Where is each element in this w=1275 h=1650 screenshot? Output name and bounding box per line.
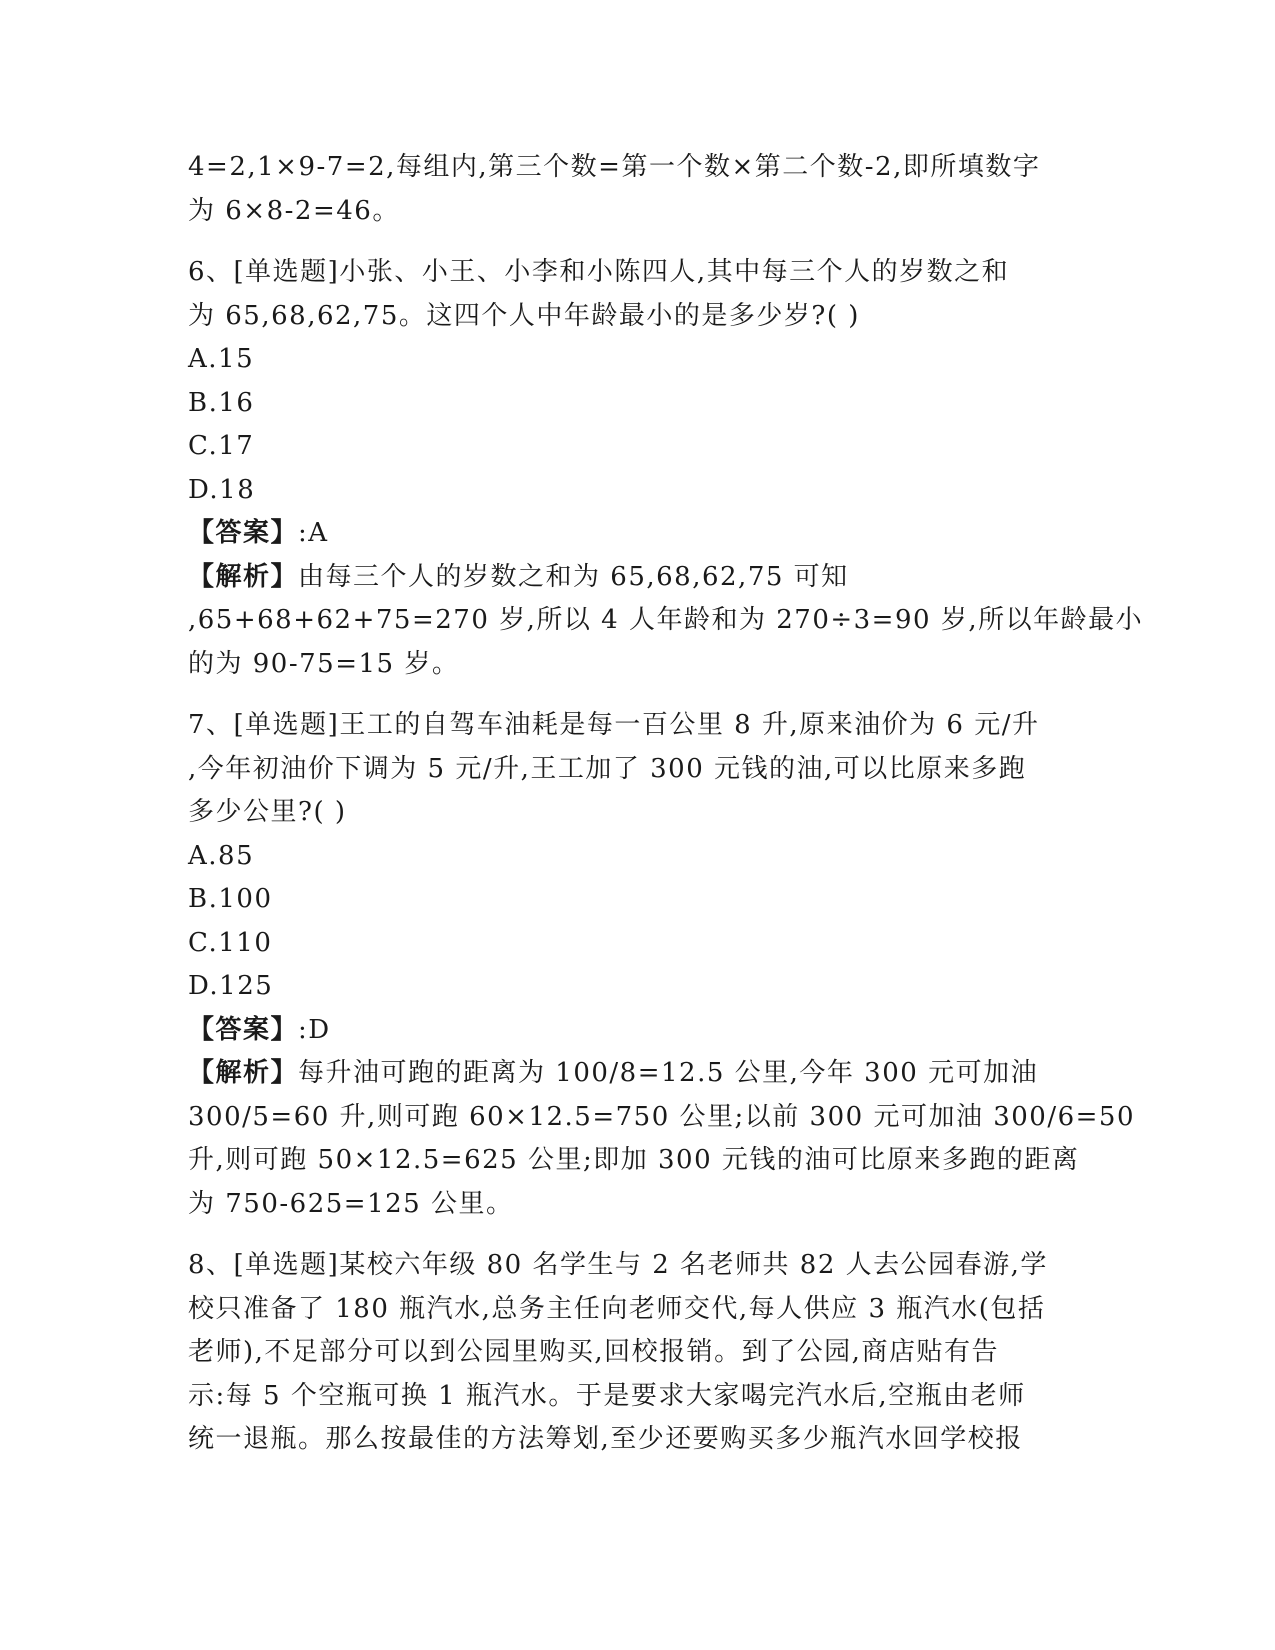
question-text: ,今年初油价下调为 5 元/升,王工加了 300 元钱的油,可以比原来多跑 [188, 753, 1027, 784]
analysis-text: 300/5=60 升,则可跑 60×12.5=750 公里;以前 300 元可加油 300/6=50 [188, 1101, 1136, 1132]
option-a: A.15 [188, 344, 255, 374]
question-text: 示:每 5 个空瓶可换 1 瓶汽水。于是要求大家喝完汽水后,空瓶由老师 [188, 1380, 1026, 1411]
question-text: 6、[单选题]小张、小王、小李和小陈四人,其中每三个人的岁数之和 [188, 257, 1010, 287]
solution-line: 为 6×8-2=46。 [188, 195, 400, 226]
previous-solution [188, 146, 1088, 233]
answer-value: :A [298, 518, 329, 548]
question-text: 统一退瓶。那么按最佳的方法筹划,至少还要购买多少瓶汽水回学校报 [188, 1424, 1023, 1454]
analysis-tag: 【解析】 [188, 1058, 299, 1088]
option-d: D.125 [188, 971, 274, 1001]
option-a: A.85 [188, 840, 255, 871]
analysis-text: 每升油可跑的距离为 100/8=12.5 公里,今年 300 元可加油 [298, 1058, 1039, 1088]
question-text: 7、[单选题]王工的自驾车油耗是每一百公里 8 升,原来油价为 6 元/升 [188, 710, 1040, 740]
option-d: D.18 [188, 474, 256, 505]
option-c: C.17 [188, 431, 255, 461]
solution-line: 4=2,1×9-7=2,每组内,第三个数=第一个数×第二个数-2,即所填数字 [188, 152, 1041, 182]
option-b: B.16 [188, 387, 255, 418]
question-text: 多少公里?( ) [188, 797, 347, 827]
question-text: 8、[单选题]某校六年级 80 名学生与 2 名老师共 82 人去公园春游,学 [188, 1250, 1048, 1280]
question-6 [188, 251, 1144, 686]
analysis-line [188, 556, 1088, 600]
answer-line [188, 1009, 1088, 1053]
question-8 [188, 1244, 1088, 1462]
question-7 [188, 704, 1136, 1226]
answer-tag: 【答案】 [188, 1014, 299, 1045]
analysis-text: 为 750-625=125 公里。 [188, 1188, 514, 1219]
option-b: B.100 [188, 884, 273, 914]
answer-tag: 【答案】 [188, 518, 299, 548]
document-page [188, 146, 1144, 1462]
answer-value: :D [298, 1014, 331, 1045]
question-text: 老师),不足部分可以到公园里购买,回校报销。到了公园,商店贴有告 [188, 1337, 999, 1367]
analysis-text: 升,则可跑 50×12.5=625 公里;即加 300 元钱的油可比原来多跑的距离 [188, 1145, 1080, 1175]
question-text: 校只准备了 180 瓶汽水,总务主任向老师交代,每人供应 3 瓶汽水(包括 [188, 1293, 1046, 1324]
analysis-text: 的为 90-75=15 岁。 [188, 648, 460, 679]
option-c: C.110 [188, 927, 273, 958]
analysis-line [188, 1052, 1088, 1096]
analysis-tag: 【解析】 [188, 561, 299, 592]
answer-line [188, 512, 1088, 556]
analysis-text: ,65+68+62+75=270 岁,所以 4 人年龄和为 270÷3=90 岁,所以年龄最小 [188, 605, 1144, 635]
analysis-text: 由每三个人的岁数之和为 65,68,62,75 可知 [298, 561, 849, 592]
question-text: 为 65,68,62,75。这四个人中年龄最小的是多少岁?( ) [188, 300, 860, 331]
